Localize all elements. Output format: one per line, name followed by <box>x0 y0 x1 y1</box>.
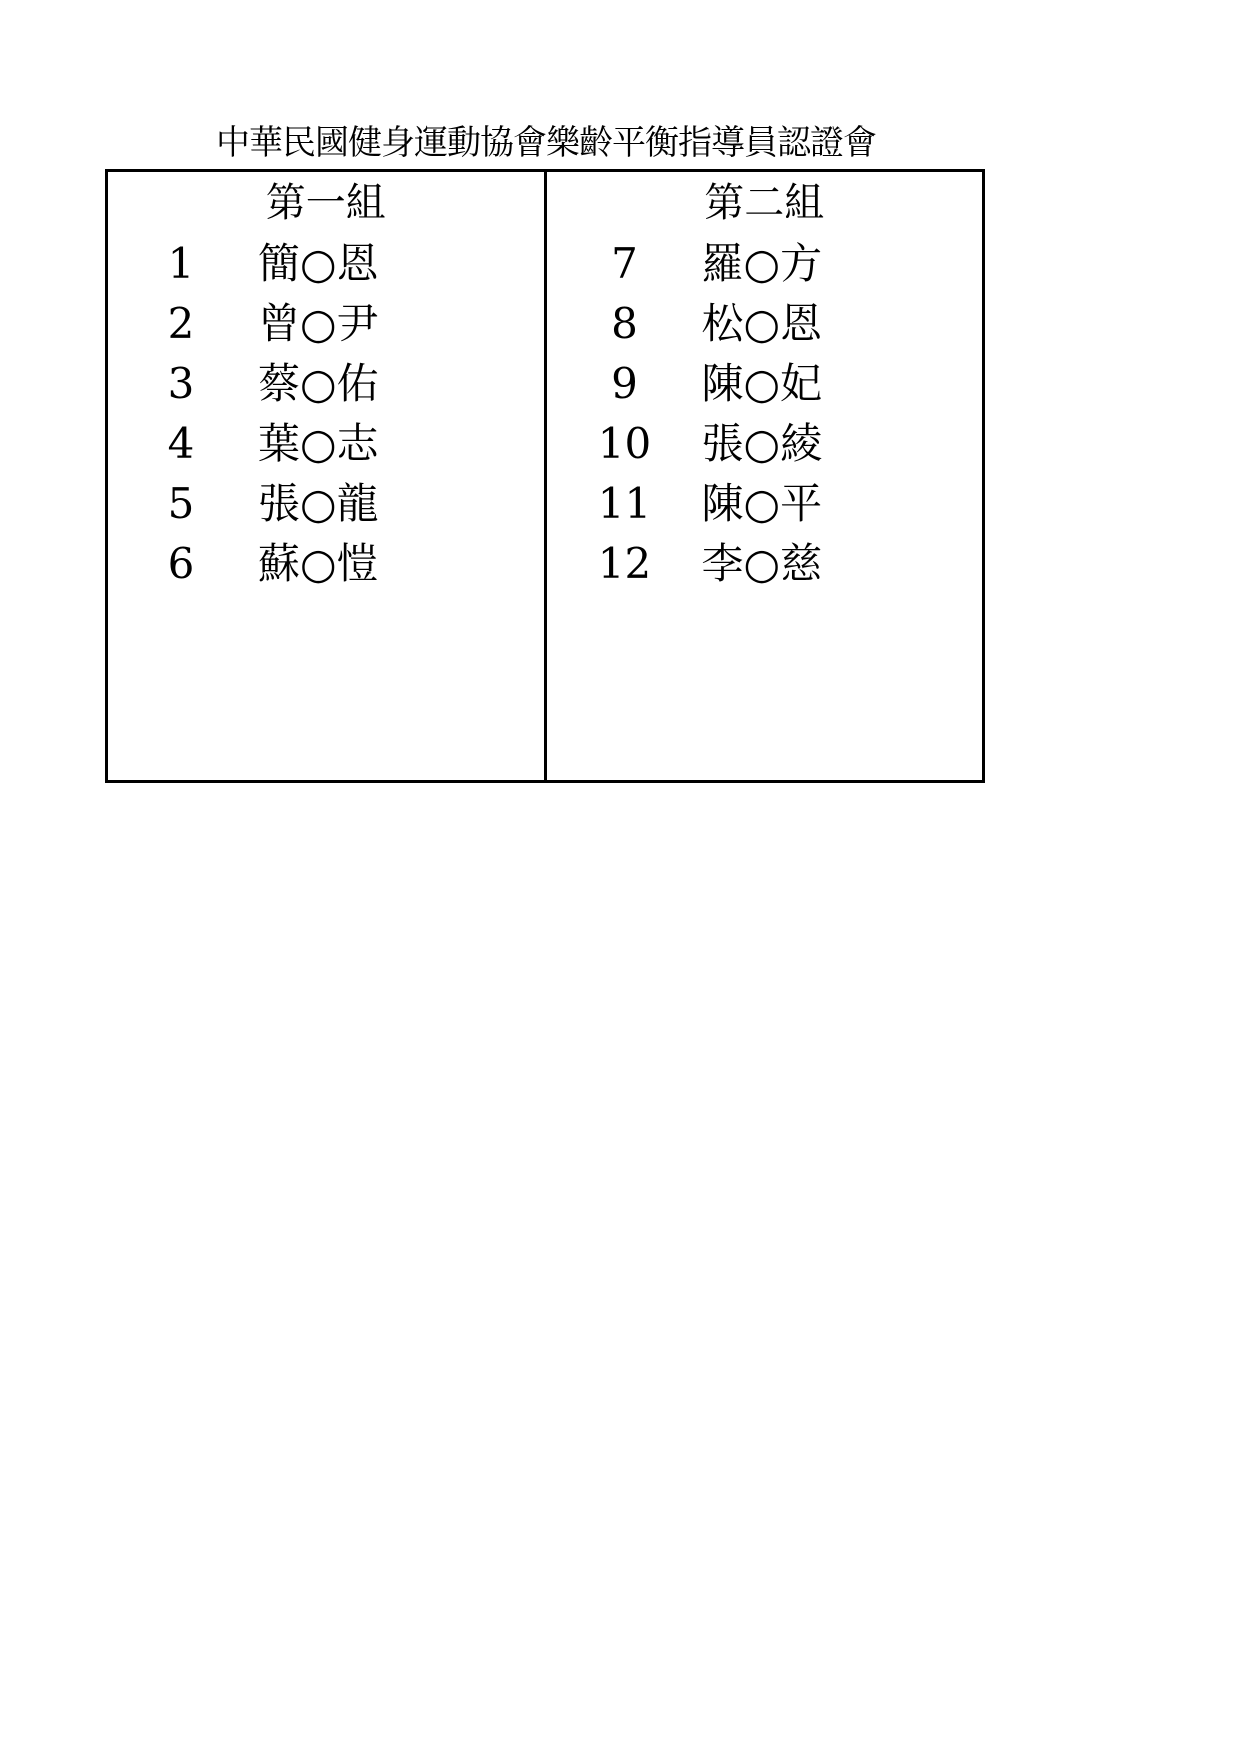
list-item <box>108 354 544 414</box>
group-2-heading: 第二組 <box>704 180 825 226</box>
member-number: 6 <box>167 539 195 588</box>
member-name: 李○慈 <box>701 539 823 588</box>
list-item <box>547 534 983 594</box>
member-name: 葉○志 <box>258 419 379 468</box>
group-1-list <box>108 234 544 594</box>
member-number: 2 <box>167 299 195 348</box>
group-table <box>105 169 985 783</box>
member-name: 張○龍 <box>258 479 379 528</box>
list-item <box>108 534 544 594</box>
member-number: 12 <box>597 539 652 588</box>
member-name: 松○恩 <box>701 299 823 348</box>
member-number: 3 <box>167 359 195 408</box>
list-item <box>547 474 983 534</box>
document-title: 中華民國健身運動協會樂齡平衡指導員認證會 <box>216 123 876 163</box>
member-name: 陳○妃 <box>701 359 823 408</box>
member-name: 蔡○佑 <box>258 359 379 408</box>
member-number: 10 <box>597 419 652 468</box>
member-number: 7 <box>611 239 638 288</box>
member-name: 簡○恩 <box>258 239 379 288</box>
list-item <box>547 234 983 294</box>
member-name: 曾○尹 <box>258 299 379 348</box>
member-name: 張○綾 <box>701 419 823 468</box>
group-1-heading: 第一組 <box>265 180 386 226</box>
list-item <box>108 474 544 534</box>
list-item <box>108 294 544 354</box>
member-number: 1 <box>167 239 195 288</box>
list-item <box>547 414 983 474</box>
list-item <box>547 354 983 414</box>
list-item <box>547 294 983 354</box>
group-1-column <box>108 172 544 780</box>
member-number: 5 <box>167 479 195 528</box>
member-number: 11 <box>597 479 652 528</box>
group-2-list <box>547 234 983 594</box>
member-number: 4 <box>167 419 195 468</box>
member-name: 羅○方 <box>701 239 823 288</box>
member-number: 9 <box>611 359 638 408</box>
group-2-column <box>544 172 983 780</box>
member-number: 8 <box>611 299 638 348</box>
list-item <box>108 234 544 294</box>
member-name: 陳○平 <box>701 479 823 528</box>
list-item <box>108 414 544 474</box>
member-name: 蘇○愷 <box>258 539 379 588</box>
